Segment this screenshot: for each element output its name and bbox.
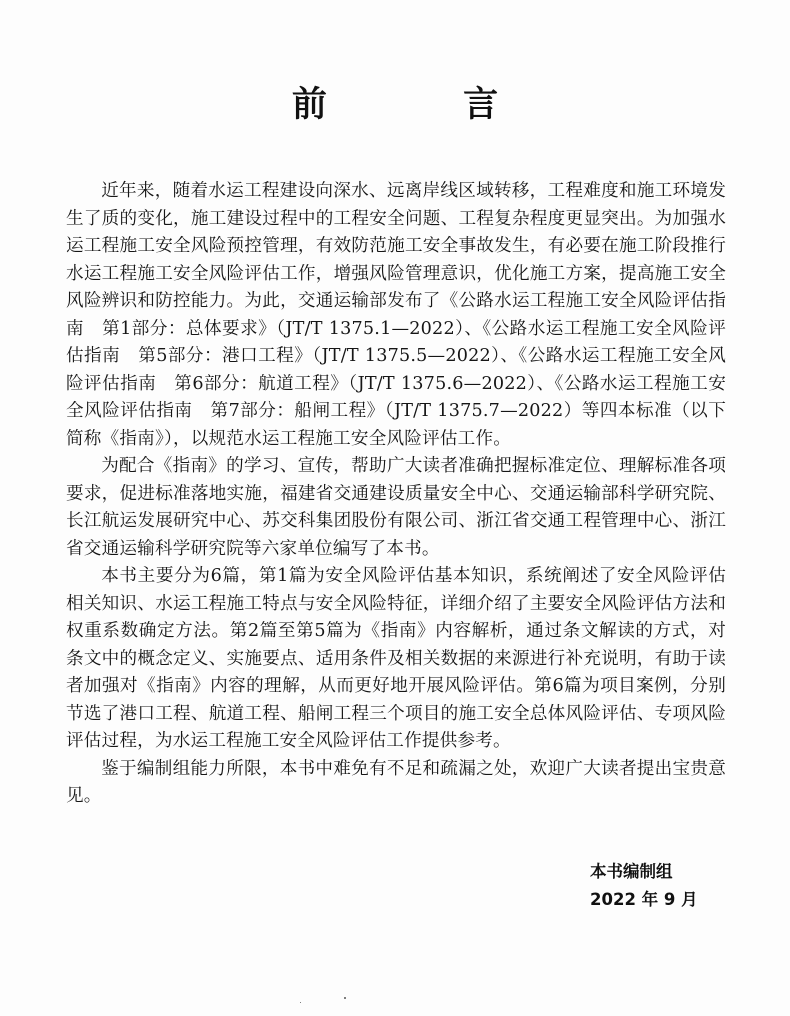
paragraph-4: 鉴于编制组能力所限，本书中难免有不足和疏漏之处，欢迎广大读者提出宝贵意见。 — [66, 758, 726, 806]
scan-speck — [344, 997, 346, 999]
scan-speck — [300, 1002, 301, 1003]
paragraph-2: 为配合《指南》的学习、宣传，帮助广大读者准确把握标准定位、理解标准各项要求，促进标准落地实施，福建省交通建设质量安全中心、交通运输部科学研究院、长江航运发展研究中心、苏交科集团股份有限公司、浙江省交通工程管理中心、浙江省交通运输科学研究院等六家单位编写了本书。 — [66, 456, 726, 559]
preface-body — [66, 178, 726, 811]
page-title: 前 言 — [291, 85, 561, 125]
signature-block — [590, 858, 698, 914]
paragraph-1: 近年来，随着水运工程建设向深水、远离岸线区域转移，工程难度和施工环境发生了质的变化，施工建设过程中的工程安全问题、工程复杂程度更显突出。为加强水运工程施工安全风险预控管理，有效防范施工安全事故发生，有必要在施工阶段推行水运工程施工安全风险评估工作，增强风险管理意识，优化施工方案，提高施工安全风险辨识和防控能力。为此，交通运输部发布了《公路水运工程施工安全风险评估指南 第1部分：总体要求》（JT/T 1375.1—2022）、《公路水运工程施工安全风险评估指南 第5部分：港口工程》（JT/T 1375.5—2022）、《公路水运工程施工安全风险评估指南 第6部分：航道工程》（JT/T 1375.6—2022）、《公路水运工程施工安全风险评估指南 第7部分：船闸工程》（JT/T 1375.7—2022）等四本标准（以下简称《指南》），以规范水运工程施工安全风险评估工作。 — [66, 181, 726, 449]
paragraph-3: 本书主要分为6篇，第1篇为安全风险评估基本知识，系统阐述了安全风险评估相关知识、水运工程施工特点与安全风险特征，详细介绍了主要安全风险评估方法和权重系数确定方法。第2篇至第5篇为《指南》内容解析，通过条文解读的方式，对条文中的概念定义、实施要点、适用条件及相关数据的来源进行补充说明，有助于读者加强对《指南》内容的理解，从而更好地开展风险评估。第6篇为项目案例，分别节选了港口工程、航道工程、船闸工程三个项目的施工安全总体风险评估、专项风险评估过程，为水运工程施工安全风险评估工作提供参考。 — [66, 566, 726, 751]
signature-date: 2022 年 9 月 — [590, 890, 698, 909]
signature-author: 本书编制组 — [590, 862, 673, 881]
